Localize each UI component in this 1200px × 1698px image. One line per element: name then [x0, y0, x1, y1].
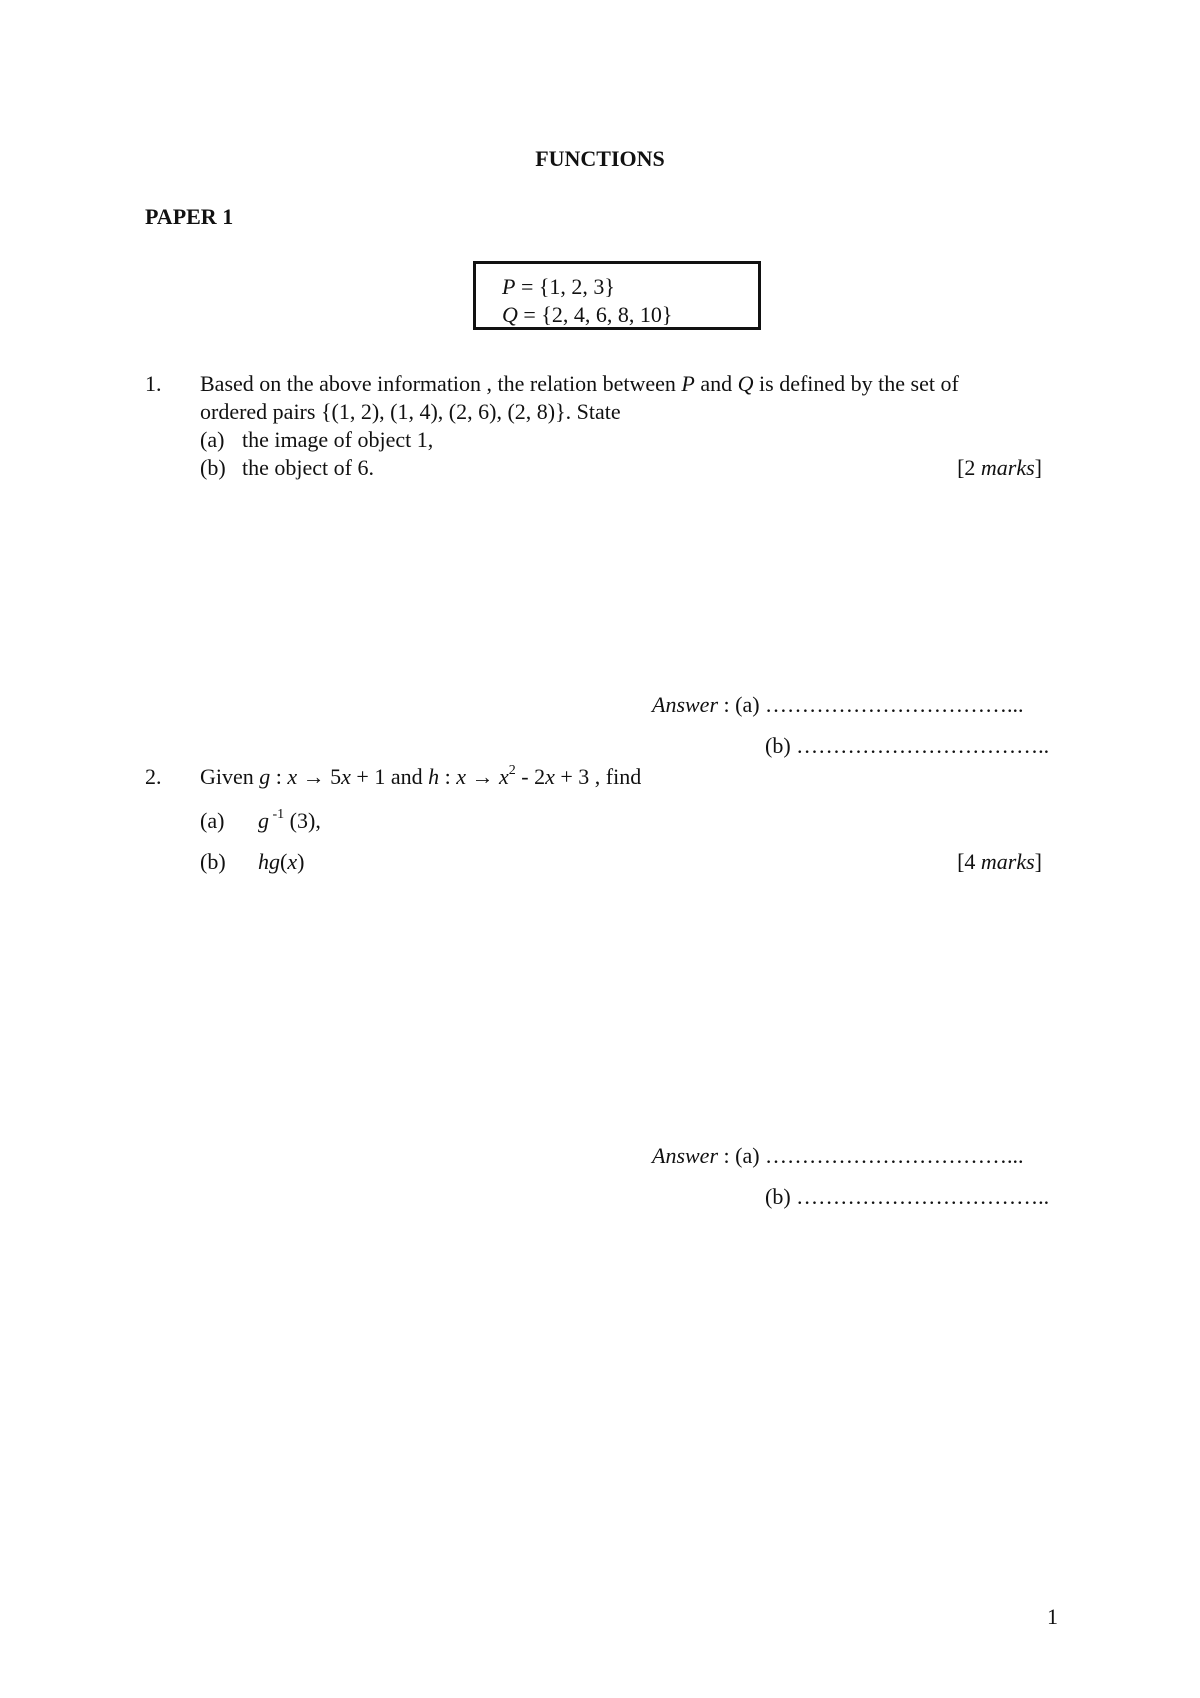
- q2-inverse-exponent: -1: [269, 806, 285, 822]
- q2-h-function: h: [428, 764, 440, 789]
- document-title: FUNCTIONS: [535, 146, 665, 171]
- q2-var-x: x: [287, 849, 298, 874]
- question-2-answer-b[interactable]: (b) ……………………………..: [765, 1184, 1050, 1209]
- paren: ): [297, 849, 305, 874]
- q2-inverse-fn: g: [258, 808, 269, 833]
- q2-text-part: and: [385, 764, 429, 789]
- q2-g-function: g: [259, 764, 271, 789]
- part-text: the image of object 1,: [242, 427, 434, 452]
- set-q-variable: Q: [502, 302, 518, 327]
- q2-text-part: Given: [200, 764, 260, 789]
- question-1-part-a: [200, 427, 433, 453]
- q2-var-x: x: [456, 764, 466, 789]
- set-q-elements: = {2, 4, 6, 8, 10}: [517, 302, 673, 327]
- answer-label: Answer: [652, 1143, 718, 1168]
- question-2-part-a: [200, 808, 321, 834]
- question-1-answer-a[interactable]: [652, 692, 1024, 718]
- marks-word: marks: [980, 455, 1035, 480]
- page-number: 1: [1047, 1604, 1058, 1629]
- q2-text-part: , find: [589, 764, 642, 789]
- marks-word: marks: [980, 849, 1035, 874]
- q2-text-part: → 5: [297, 764, 342, 789]
- q1-set-q: Q: [737, 371, 754, 396]
- marks-open: [4: [957, 849, 981, 874]
- set-p-definition: [502, 274, 615, 300]
- q2-text-part: - 2: [515, 764, 546, 789]
- set-p-elements: = {1, 2, 3}: [515, 274, 615, 299]
- question-2-number: 2.: [145, 764, 162, 789]
- q1-text-part: and: [694, 371, 738, 396]
- question-2-part-b: [200, 849, 304, 875]
- set-p-variable: P: [502, 274, 516, 299]
- paren: (: [280, 849, 288, 874]
- question-2-answer-a[interactable]: [652, 1143, 1024, 1169]
- q2-var-x: x: [499, 764, 509, 789]
- q2-exponent: 2: [508, 762, 516, 778]
- part-label: (b): [200, 849, 226, 874]
- part-label: (a): [200, 808, 225, 833]
- paper-label: PAPER 1: [145, 204, 234, 229]
- q1-text-part: Based on the above information , the relation between: [200, 371, 682, 396]
- marks-close: ]: [1034, 455, 1042, 480]
- answer-a-line: : (a) ……………………………...: [718, 1143, 1024, 1168]
- q2-text-part: + 1: [350, 764, 386, 789]
- q2-inverse-arg: (3),: [284, 808, 321, 833]
- part-text: the object of 6.: [242, 455, 374, 480]
- q2-text-part: :: [439, 764, 457, 789]
- marks-close: ]: [1034, 849, 1042, 874]
- question-1-answer-b[interactable]: (b) ……………………………..: [765, 733, 1050, 758]
- question-1-stem-line-1: [200, 371, 959, 397]
- question-1-part-b: [200, 455, 374, 481]
- part-label: (b): [200, 455, 226, 480]
- set-q-definition: [502, 302, 672, 328]
- q2-var-x: x: [287, 764, 298, 789]
- question-2-stem: [200, 764, 641, 790]
- q1-text-part: is defined by the set of: [753, 371, 959, 396]
- q1-set-p: P: [681, 371, 695, 396]
- question-1-number: 1.: [145, 371, 162, 396]
- q2-var-x: x: [545, 764, 555, 789]
- sets-info-box: [473, 261, 761, 330]
- q2-text-part: :: [270, 764, 288, 789]
- answer-label: Answer: [652, 692, 718, 717]
- question-1-marks: [957, 455, 1042, 481]
- marks-open: [2: [957, 455, 981, 480]
- q2-composite-fn: hg: [258, 849, 280, 874]
- question-2-marks: [957, 849, 1042, 875]
- q2-text-part: + 3: [554, 764, 590, 789]
- question-1-stem-line-2: ordered pairs {(1, 2), (1, 4), (2, 6), (2, 8)}. State: [200, 399, 621, 424]
- part-label: (a): [200, 427, 225, 452]
- answer-a-line: : (a) ……………………………...: [718, 692, 1024, 717]
- q2-var-x: x: [341, 764, 351, 789]
- q2-text-part: →: [466, 764, 499, 789]
